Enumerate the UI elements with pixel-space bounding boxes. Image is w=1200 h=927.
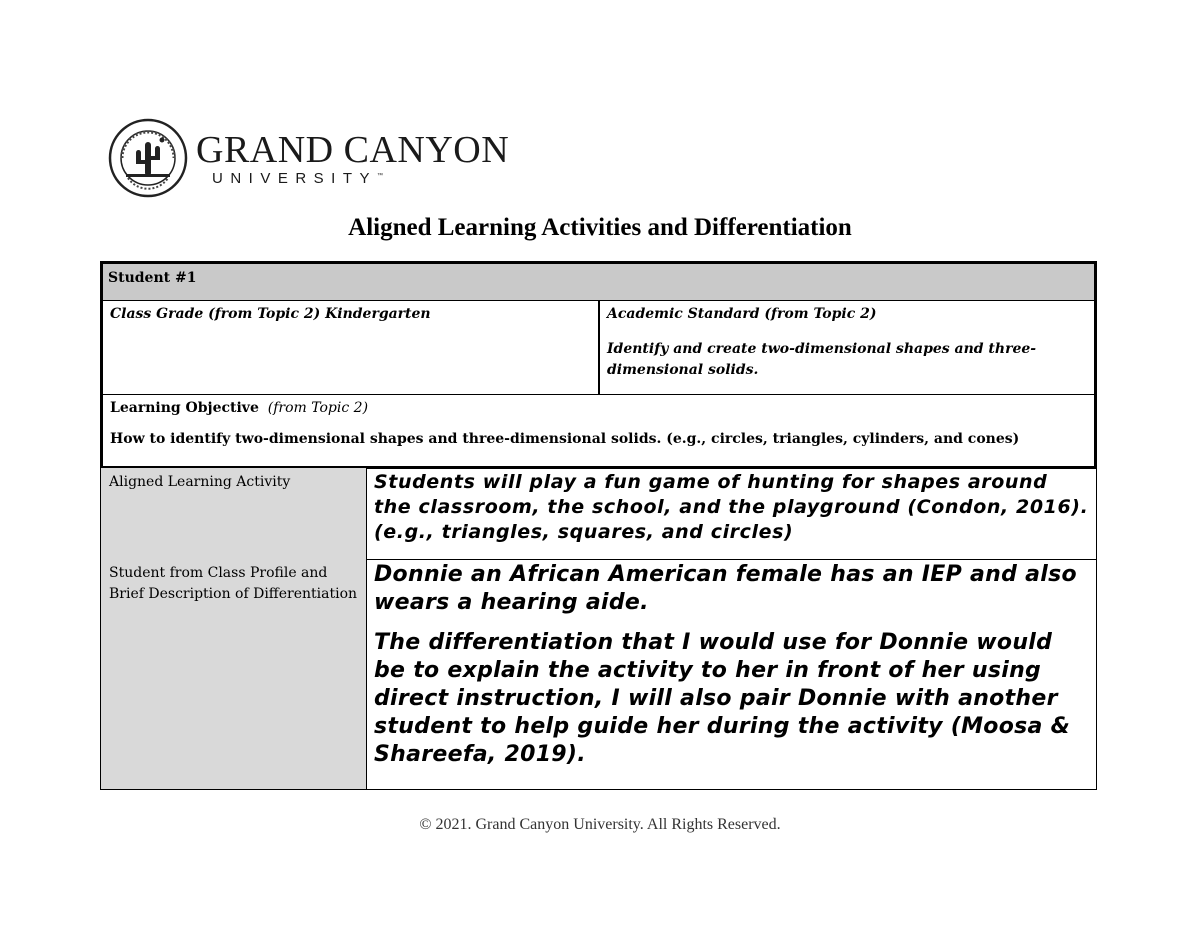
profile-paragraph-1: Donnie an African American female has an IEP and also wears a hearing aide. xyxy=(374,562,1077,615)
wordmark-sub: UNIVERSITY™ xyxy=(212,169,384,187)
student-header-row xyxy=(100,261,1097,301)
page-title: Aligned Learning Activities and Differentiation xyxy=(348,214,852,241)
learning-objective-heading xyxy=(110,398,1087,419)
profile-paragraph-2: The differentiation that I would use for Donnie would be to explain the activity to her in front of her using direct instruction, I will also pair Donnie with another student to help guide her during the activity (Moosa & Shareefa, 2019). xyxy=(374,630,1071,767)
profile-label: Student from Class Profile and Brief Description of Differentiation xyxy=(101,559,367,789)
activity-label: Aligned Learning Activity xyxy=(101,468,367,559)
academic-standard-label: Academic Standard (from Topic 2) xyxy=(607,306,877,322)
academic-standard-text: Identify and create two-dimensional shapes and three-dimensional solids. xyxy=(607,341,1037,378)
class-grade-cell xyxy=(103,300,600,394)
activity-text: Students will play a fun game of hunting for shapes around the classroom, the school, and the playground (Condon, 2016). (e.g., triangles, squares, and circles) xyxy=(374,471,1089,543)
differentiation-row xyxy=(100,559,1097,790)
learning-objective-row xyxy=(100,394,1097,469)
wordmark xyxy=(196,128,510,187)
learning-objective-label: Learning Objective xyxy=(110,400,259,416)
learning-objective-note: (from Topic 2) xyxy=(267,400,369,416)
differentiation-text xyxy=(367,559,1096,789)
wordmark-main: GRAND CANYON xyxy=(196,128,510,171)
grade-standard-row xyxy=(100,300,1097,395)
activity-row xyxy=(100,468,1097,560)
academic-standard-cell xyxy=(600,300,1094,394)
university-seal-icon xyxy=(108,116,188,200)
class-grade-text: Class Grade (from Topic 2) Kindergarten xyxy=(110,306,431,322)
learning-objective-text: How to identify two-dimensional shapes and three-dimensional solids. (e.g., circles, triangles, cylinders, and cones) xyxy=(110,431,1020,447)
copyright-footer: © 2021. Grand Canyon University. All Rights Reserved. xyxy=(419,816,781,833)
gcu-logo xyxy=(108,116,509,200)
student-label: Student #1 xyxy=(108,270,197,286)
